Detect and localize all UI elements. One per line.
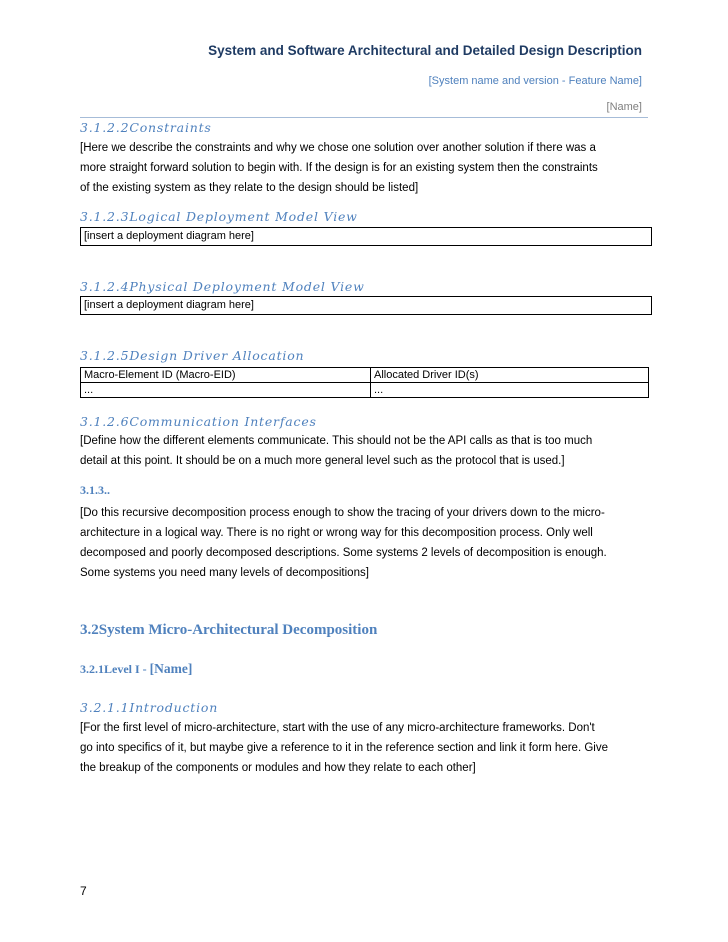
heading-logical-deployment: 3.1.2.3Logical Deployment Model View <box>80 209 358 224</box>
driver-allocation-table <box>80 367 649 398</box>
paragraph-line: more straight forward solution to begin with. If the design is for an existing system then the constraints <box>80 162 598 174</box>
document-subtitle: [System name and version - Feature Name] <box>428 75 642 87</box>
heading-recursive-decomposition: 3.1.3.. <box>80 483 110 497</box>
heading-level-one <box>80 661 192 677</box>
paragraph-line: [Define how the different elements communicate. This should not be the API calls as that is too much <box>80 435 593 447</box>
heading-physical-deployment: 3.1.2.4Physical Deployment Model View <box>80 279 365 294</box>
table-cell: ... <box>371 383 649 398</box>
paragraph-introduction <box>80 718 655 778</box>
paragraph-line: [Do this recursive decomposition process enough to show the tracing of your drivers down to the micro- <box>80 507 605 519</box>
page-number: 7 <box>80 884 87 898</box>
paragraph-line: [For the first level of micro-architecture, start with the use of any micro-architecture frameworks. Don't <box>80 722 595 734</box>
header-divider <box>80 117 648 118</box>
heading-micro-architectural-decomposition: 3.2System Micro-Architectural Decomposition <box>80 622 378 638</box>
table-header-cell: Allocated Driver ID(s) <box>371 368 649 383</box>
paragraph-recursive <box>80 503 655 583</box>
logical-deployment-diagram-box: [insert a deployment diagram here] <box>80 227 652 246</box>
paragraph-line: of the existing system as they relate to the design should be listed] <box>80 182 419 194</box>
heading-level-one-name: [Name] <box>149 661 193 676</box>
table-cell: ... <box>81 383 371 398</box>
paragraph-line: Some systems you need many levels of decompositions] <box>80 567 369 579</box>
paragraph-communication <box>80 431 655 471</box>
table-header-cell: Macro-Element ID (Macro-EID) <box>81 368 371 383</box>
table-row <box>81 383 649 398</box>
heading-constraints: 3.1.2.2Constraints <box>80 120 212 135</box>
heading-driver-allocation: 3.1.2.5Design Driver Allocation <box>80 348 305 363</box>
paragraph-constraints <box>80 138 655 198</box>
table-header-row <box>81 368 649 383</box>
author-name: [Name] <box>606 101 642 113</box>
heading-level-one-prefix: 3.2.1Level I - <box>80 662 150 676</box>
paragraph-line: detail at this point. It should be on a much more general level such as the protocol that is used.] <box>80 455 565 467</box>
paragraph-line: the breakup of the components or modules and how they relate to each other] <box>80 762 476 774</box>
paragraph-line: [Here we describe the constraints and why we chose one solution over another solution if there was a <box>80 142 596 154</box>
paragraph-line: decomposed and poorly decomposed descriptions. Some systems 2 levels of decomposition is enough. <box>80 547 607 559</box>
heading-introduction: 3.2.1.1Introduction <box>80 700 219 715</box>
physical-deployment-diagram-box: [insert a deployment diagram here] <box>80 296 652 315</box>
document-title: System and Software Architectural and Detailed Design Description <box>208 43 642 58</box>
paragraph-line: go into specifics of it, but maybe give a reference to it in the reference section and link it form here. Give <box>80 742 608 754</box>
paragraph-line: architecture in a logical way. There is no right or wrong way for this decomposition process. Only well <box>80 527 593 539</box>
heading-communication-interfaces: 3.1.2.6Communication Interfaces <box>80 414 317 429</box>
